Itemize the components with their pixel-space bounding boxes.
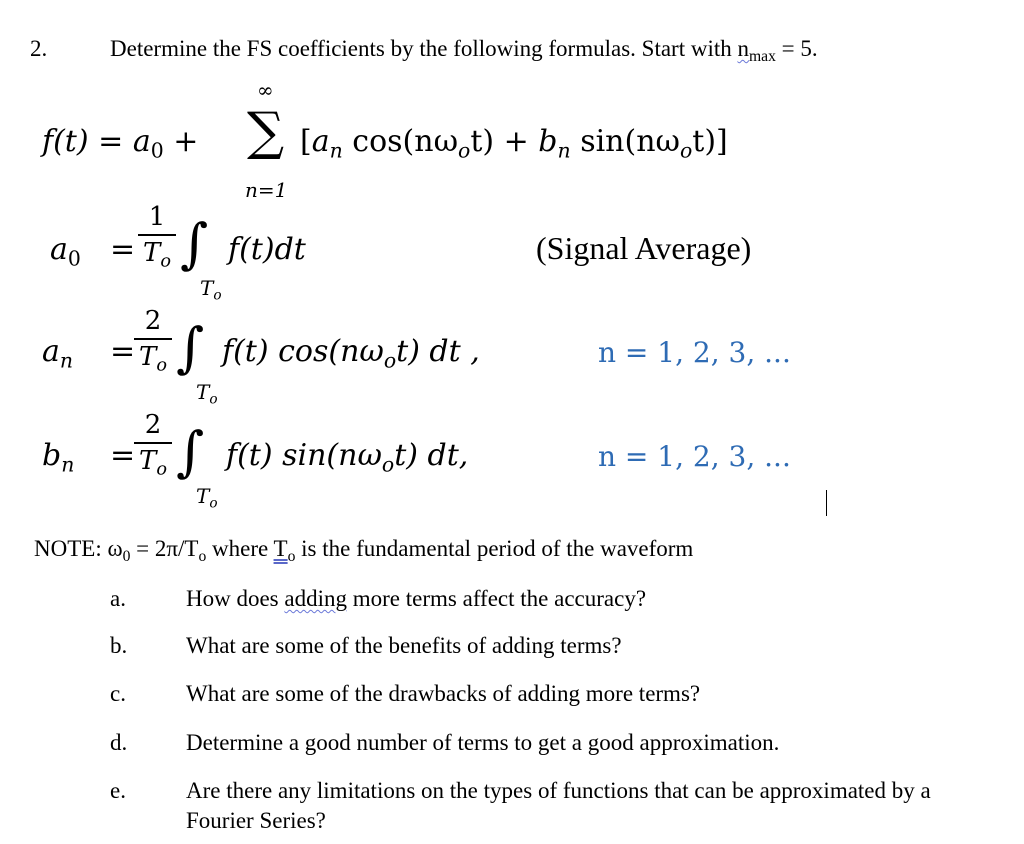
series-t-close: t) + [470,124,539,159]
an-limit-t: T [196,380,210,404]
bn-equals: = [110,438,136,473]
an-integrand-a: f(t) cos(nω [222,334,384,369]
bn-integrand-sub: o [381,452,395,477]
question-a-post: more terms affect the accuracy? [347,586,647,611]
an-symbol: a [42,334,60,369]
an-integrand-sub: o [383,348,397,373]
note-where: where [206,536,274,561]
series-equals: = [98,124,124,159]
bn-integral-sign: ∫ [176,420,205,483]
intro-text: Determine the FS coefficients by the following formulas. Start with [110,36,738,61]
series-end: t)] [692,124,728,159]
a0-limit-t: T [200,276,214,300]
an-sub: n [59,348,74,373]
note-to-base: T [273,536,288,561]
bn-limit-t: T [196,484,210,508]
a0-fraction [138,202,176,272]
bn-den-sub: o [156,459,167,480]
bn-den-t: T [139,446,157,476]
an-den-t: T [139,342,157,372]
an-fraction [134,306,172,376]
note-to-sub: o [287,548,296,565]
question-a-label: a. [110,586,126,611]
nmax-base: n [737,36,749,61]
series-omega-sub: o [458,138,471,163]
question-e-label: e. [110,778,126,803]
question-c-text: What are some of the drawbacks of adding more terms? [186,681,701,706]
a0-lhs [50,232,81,271]
series-an: a [311,124,330,159]
question-a-pre: How does [186,586,285,611]
a0-den-t: T [143,238,161,268]
question-e-line1: Are there any limitations on the types of functions that can be approximated by a [186,778,931,803]
question-b-label: b. [110,633,128,658]
an-numerator: 2 [144,306,162,336]
an-fraction-bar [134,338,172,340]
series-bn: b [538,124,558,159]
bn-limit-sub: o [209,495,218,512]
series-cos: cos(nω [342,124,459,159]
a0-symbol: a [50,232,68,267]
question-a-text [186,586,646,612]
series-an-sub: n [329,138,343,163]
problem-intro [110,36,818,66]
sum-symbol: ∑ [247,102,285,162]
series-omega-sub2: o [680,138,693,163]
question-e-line2: Fourier Series? [186,808,326,833]
series-plus: + [173,124,199,159]
an-limit-sub: o [209,391,218,408]
an-integrand-b: t) dt , [396,334,480,369]
a0-sub: 0 [67,246,81,271]
note-mid: = 2π/T [130,536,199,561]
a0-fraction-bar [138,234,176,236]
a0-denominator [138,238,176,272]
sum-lower-limit: n=1 [245,178,288,202]
series-sin: sin(nω [570,124,680,159]
series-rhs [300,124,728,163]
a0-integrand: f(t)dt [228,232,306,267]
series-a0-sub: 0 [150,138,164,163]
bn-symbol: b [42,438,62,473]
question-c-label: c. [110,681,126,706]
sum-upper-limit: ∞ [257,78,274,102]
an-den-sub: o [156,355,167,376]
bn-sub: n [61,452,75,477]
note-to [273,536,296,565]
series-a0: a [132,124,151,159]
series-lhs [42,124,198,163]
an-integral-limit [196,380,218,407]
a0-numerator: 1 [148,202,166,232]
problem-number: 2. [30,36,48,61]
an-integrand [222,334,480,373]
an-integral-sign: ∫ [176,316,205,379]
nmax-sub: max [748,48,776,65]
a0-equals: = [110,232,136,267]
signal-average-note: (Signal Average) [536,230,752,266]
bn-fraction [134,410,172,480]
note-omega-sub: 0 [122,548,131,565]
note-t-sub: o [198,548,207,565]
nmax-symbol [737,36,776,65]
an-denominator [134,342,172,376]
bn-range: n = 1, 2, 3, ... [598,440,791,473]
note-rest: is the fundamental period of the waveform [295,536,694,561]
bn-lhs [42,438,74,477]
bn-integrand-b: t) dt, [394,438,469,473]
text-cursor [826,490,827,516]
bn-numerator: 2 [144,410,162,440]
a0-limit-sub: o [213,287,222,304]
note-prefix: NOTE: ω [34,536,123,561]
series-bn-sub: n [557,138,571,163]
question-d-text: Determine a good number of terms to get a good approximation. [186,730,780,755]
an-lhs [42,334,73,373]
question-b-text: What are some of the benefits of adding terms? [186,633,622,658]
note-line [34,536,693,566]
question-d-label: d. [110,730,128,755]
bn-denominator [134,446,172,480]
an-equals: = [110,334,136,369]
nmax-tail: = 5. [775,36,818,61]
series-bracket: [ [300,124,312,159]
series-f-of-t: f(t) [42,124,89,159]
a0-integral-sign: ∫ [180,212,209,275]
bn-integral-limit [196,484,218,511]
bn-integrand [226,438,468,477]
bn-integrand-a: f(t) sin(nω [226,438,382,473]
bn-fraction-bar [134,442,172,444]
an-range: n = 1, 2, 3, ... [598,336,791,369]
question-a-emph: adding [284,586,347,611]
a0-den-sub: o [160,251,171,272]
a0-integral-limit [200,276,222,303]
